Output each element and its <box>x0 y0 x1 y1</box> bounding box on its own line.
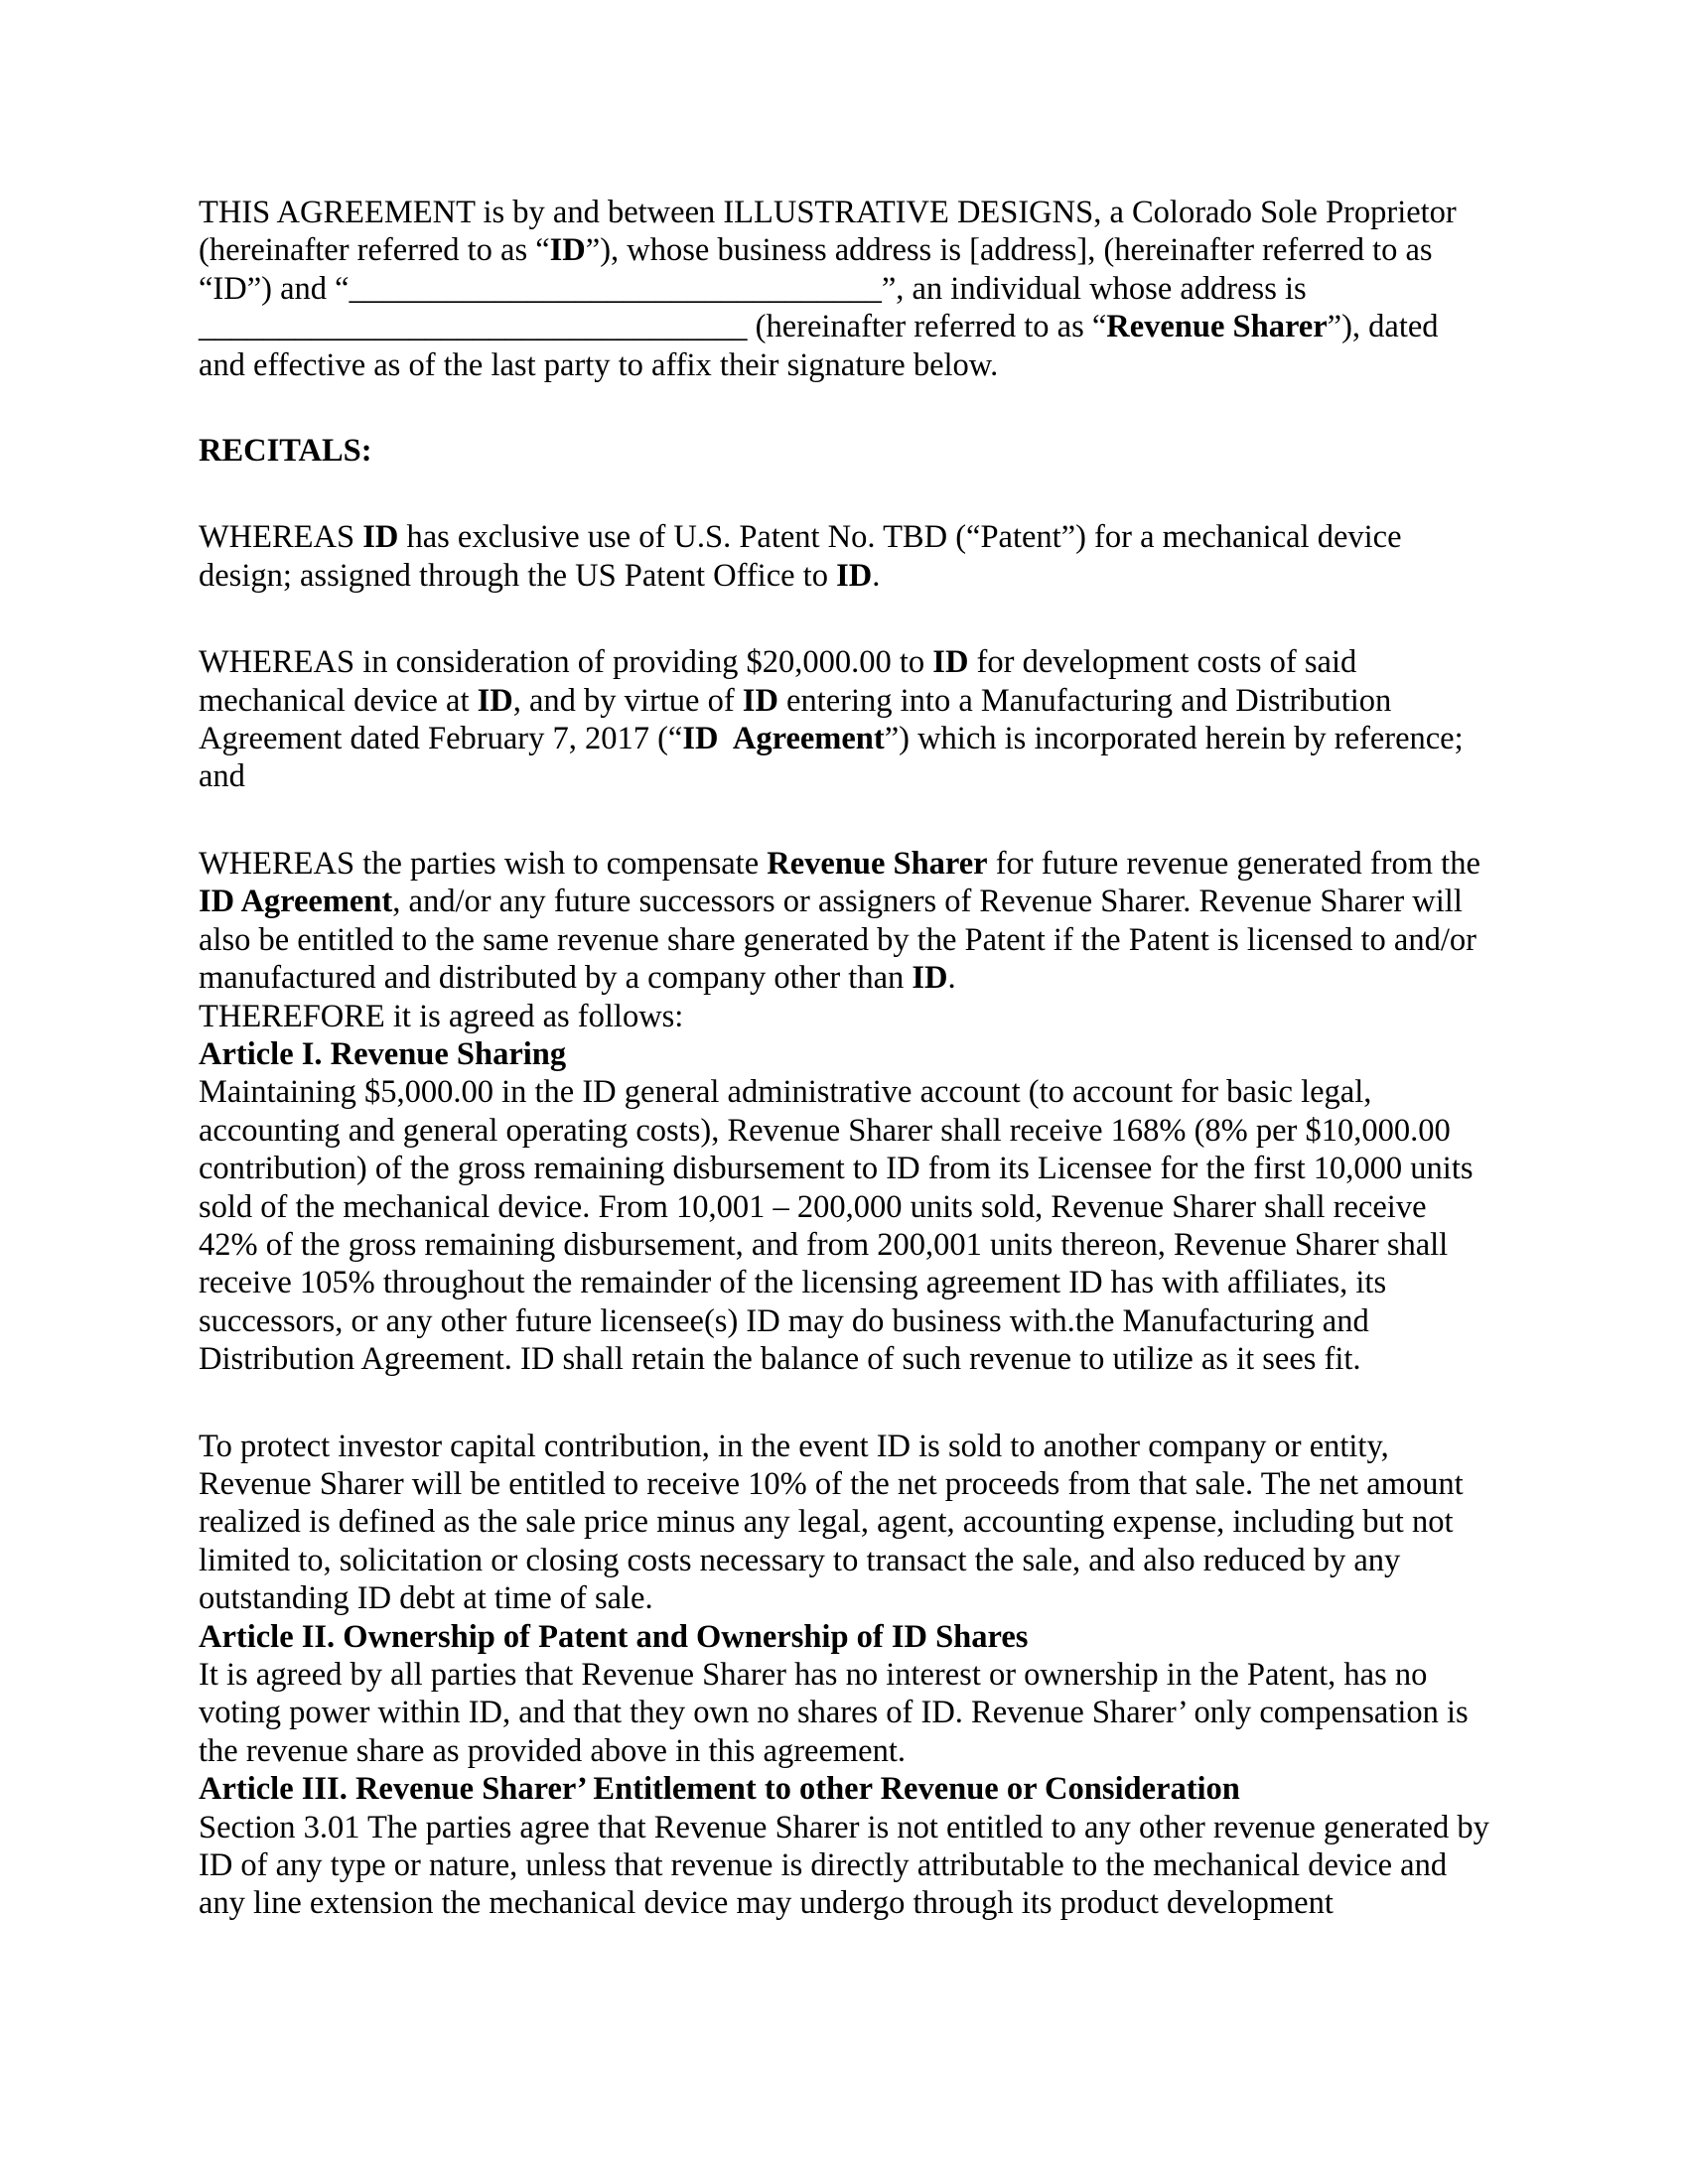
whereas-bold: ID <box>477 682 513 719</box>
intro-bold-revenue-sharer: Revenue Sharer <box>1106 309 1328 345</box>
article-2-title: Article II. Ownership of Patent and Ownership of ID Shares <box>199 1618 1029 1655</box>
whereas-bold: ID <box>742 682 778 719</box>
recitals-heading: RECITALS: <box>199 433 372 470</box>
whereas-paragraph-1 <box>199 518 1489 595</box>
whereas-text: WHEREAS in consideration of providing $20,000.00 to <box>199 644 933 681</box>
intro-text: ”), dated and effective as of the last party to affix their signature below. <box>199 309 1439 383</box>
whereas-text: has exclusive use of U.S. Patent No. TBD (“Patent”) for a mechanical device design; assigned through the US Patent Office to <box>199 519 1402 594</box>
intro-text: THIS AGREEMENT is by and between ILLUSTRATIVE DESIGNS, a Colorado Sole Proprietor (hereinafter referred to as “ <box>199 195 1457 269</box>
whereas-text: . <box>872 557 881 594</box>
whereas-bold: ID <box>362 519 399 556</box>
whereas-paragraph-2 <box>199 643 1489 796</box>
whereas-bold: ID <box>912 960 948 997</box>
whereas-bold: ID <box>836 557 873 594</box>
whereas-text: for future revenue generated from the <box>987 845 1480 882</box>
whereas-bold: ID Agreement <box>199 884 393 920</box>
article-1-paragraph-2: To protect investor capital contribution, in the event ID is sold to another company or entity, Revenue Sharer will be entitled to receive 10% of the net proceeds from that sale. The net amount realized is defined as the sale price minus any legal, agent, accounting expense, including but not limited to, solicitation or closing costs necessary to transact the sale, and also reduced by any outstanding ID debt at time of sale. <box>199 1428 1464 1617</box>
whereas-text: . <box>947 960 956 997</box>
whereas-text: entering into a Manufacturing and Distribution Agreement dated February 7, 2017 (“ <box>199 682 1392 757</box>
whereas-bold: ID <box>932 644 969 681</box>
article-2-paragraph-1: It is agreed by all parties that Revenue Sharer has no interest or ownership in the Patent, has no voting power within ID, and that they own no shares of ID. Revenue Sharer’ only compensation is the revenue share as provided above in this agreement. <box>199 1657 1469 1769</box>
article-3-paragraph-1: Section 3.01 The parties agree that Revenue Sharer is not entitled to any other revenue generated by ID of any type or nature, unless that revenue is directly attributable to the mechanical device and any line extension the mechanical device may undergo through its product development <box>199 1809 1489 1922</box>
therefore-line: THEREFORE it is agreed as follows: <box>199 998 684 1034</box>
whereas-text: ”) which is incorporated herein by reference; and <box>199 721 1464 795</box>
whereas-text: , and by virtue of <box>512 682 743 719</box>
whereas-text: WHEREAS <box>199 519 363 556</box>
document-page <box>199 194 1489 1923</box>
whereas-bold-id-agreement: ID Agreement <box>682 721 885 757</box>
whereas-text: for development costs of said mechanical device at <box>199 644 1357 719</box>
whereas-bold: Revenue Sharer <box>767 845 988 882</box>
whereas-text: , and/or any future successors or assigners of Revenue Sharer. Revenue Sharer will also be entitled to the same revenue share generated by the Patent if the Patent is licensed to and/or manufactured and distributed by a company other than <box>199 884 1477 997</box>
article-1-title: Article I. Revenue Sharing <box>199 1035 567 1072</box>
article-1-paragraph-1: Maintaining $5,000.00 in the ID general administrative account (to account for basic legal, accounting and general operating costs), Revenue Sharer shall receive 168% (8% per $10,000.00 contribution) of the gross remaining disbursement to ID from its Licensee for the first 10,000 units sold of the mechanical device. From 10,001 – 200,000 units sold, Revenue Sharer shall receive 42% of the gross remaining disbursement, and from 200,001 units thereon, Revenue Sharer shall receive 105% throughout the remainder of the licensing agreement ID has with affiliates, its successors, or any other future licensee(s) ID may do business with.the Manufacturing and Distribution Agreement. ID shall retain the balance of such revenue to utilize as it sees fit. <box>199 1074 1474 1378</box>
whereas-text: WHEREAS the parties wish to compensate <box>199 845 768 882</box>
intro-text: ”), whose business address is [address], (hereinafter referred to as “ID”) and “_________________________________”, an individual whose address is __________________________________ (hereinafter referred to as “ <box>199 232 1433 345</box>
intro-bold-id: ID <box>549 232 586 269</box>
article-3-title: Article III. Revenue Sharer’ Entitlement to other Revenue or Consideration <box>199 1771 1240 1808</box>
whereas-paragraph-3 <box>199 845 1489 998</box>
intro-paragraph <box>199 194 1489 384</box>
